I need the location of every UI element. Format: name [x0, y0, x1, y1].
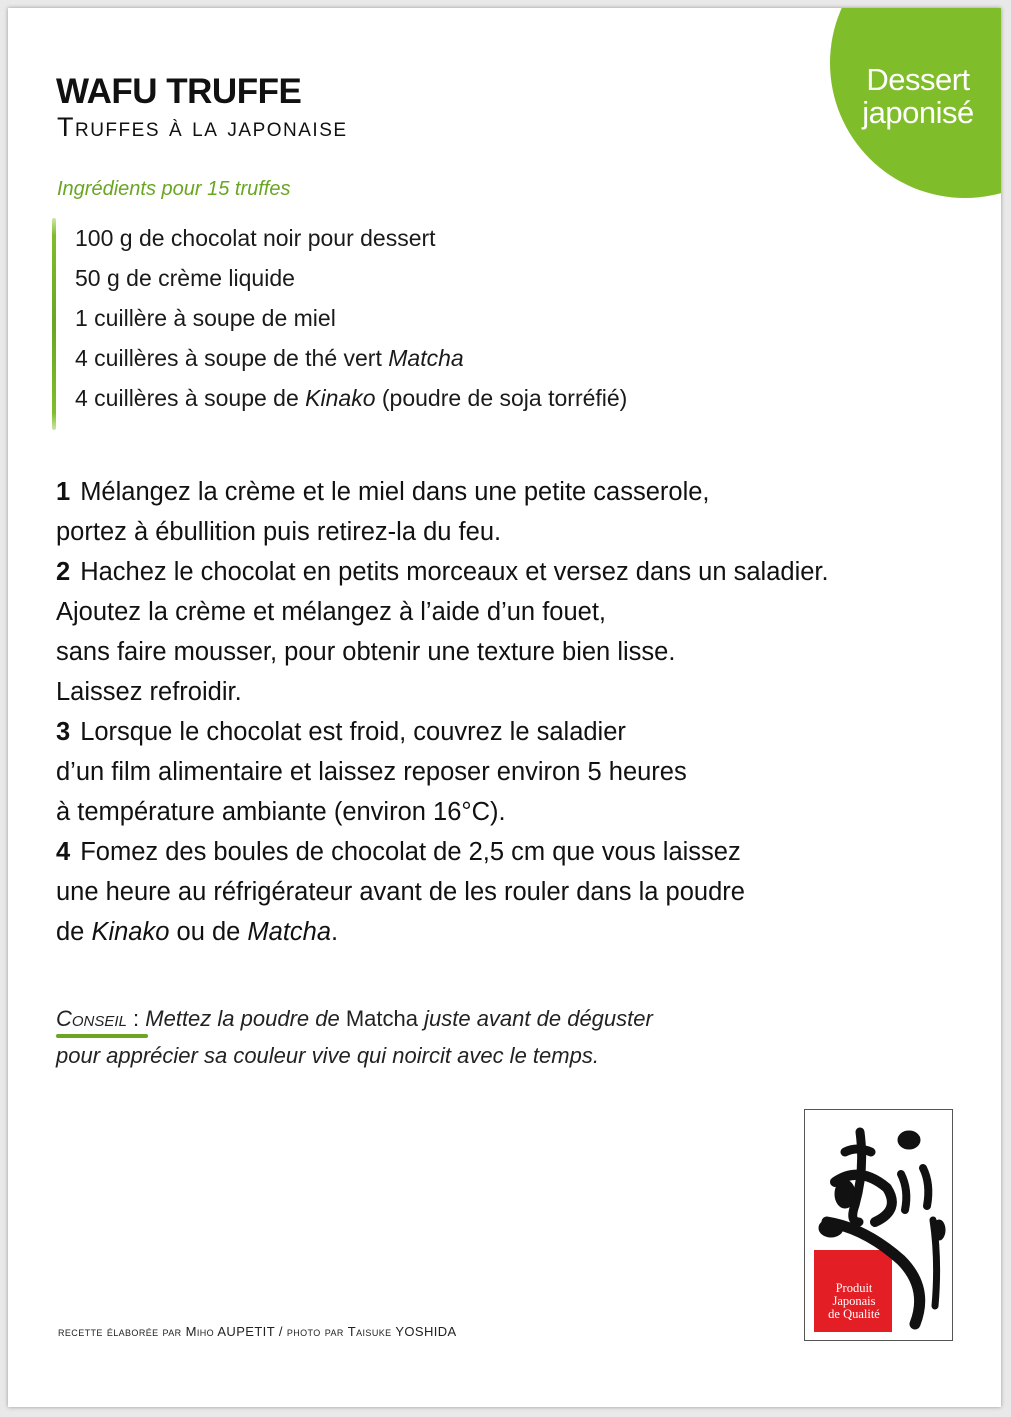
ingredient-item: 4 cuillères à soupe de thé vert Matcha	[75, 345, 464, 371]
tip-label: Conseil	[56, 1006, 127, 1031]
step-number: 2	[56, 558, 71, 586]
ingredients-list	[75, 218, 627, 418]
ingredient-item: 50 g de crème liquide	[75, 265, 295, 291]
recipe-card	[8, 8, 1001, 1407]
step-3: 3 Lorsque le chocolat est froid, couvrez le saladier d’un film alimentaire et laissez reposer environ 5 heures à température ambiante (environ 16°C).	[56, 718, 687, 826]
ingredients-heading: Ingrédients pour 15 truffes	[57, 178, 291, 200]
recipe-subtitle: Truffes à la japonaise	[57, 112, 348, 142]
step-2: 2 Hachez le chocolat en petits morceaux et versez dans un saladier. Ajoutez la crème et mélangez à l’aide d’un fouet, sans faire mousser, pour obtenir une texture bien lisse. Laissez refroidir.	[56, 558, 829, 706]
tip-label-underline	[56, 1034, 148, 1038]
step-number: 3	[56, 718, 71, 746]
recipe-title: WAFU TRUFFE	[56, 72, 302, 111]
credits-line: recette élaborée par Miho AUPETIT / photo par Taisuke YOSHIDA	[58, 1324, 457, 1339]
ingredients-accent-bar	[52, 218, 56, 430]
step-number: 4	[56, 838, 71, 866]
ingredient-item: 100 g de chocolat noir pour dessert	[75, 225, 436, 251]
quality-logo	[804, 1109, 953, 1341]
category-badge-text: Dessert japonisé	[862, 62, 974, 130]
recipe-steps	[56, 472, 956, 952]
step-4: 4 Fomez des boules de chocolat de 2,5 cm que vous laissez une heure au réfrigérateur avant de les rouler dans la poudre de Kinako ou de Matcha.	[56, 838, 745, 946]
ingredient-item: 4 cuillères à soupe de Kinako (poudre de soja torréfié)	[75, 385, 628, 411]
tip-note: Conseil : Mettez la poudre de Matcha juste avant de déguster pour apprécier sa couleur vive qui noircit avec le temps.	[56, 1006, 653, 1068]
step-number: 1	[56, 478, 71, 506]
ingredient-item: 1 cuillère à soupe de miel	[75, 305, 336, 331]
quality-logo-text: Produit Japonais de Qualité	[828, 1281, 880, 1321]
step-1: 1 Mélangez la crème et le miel dans une petite casserole, portez à ébullition puis retirez-la du feu.	[56, 478, 710, 546]
